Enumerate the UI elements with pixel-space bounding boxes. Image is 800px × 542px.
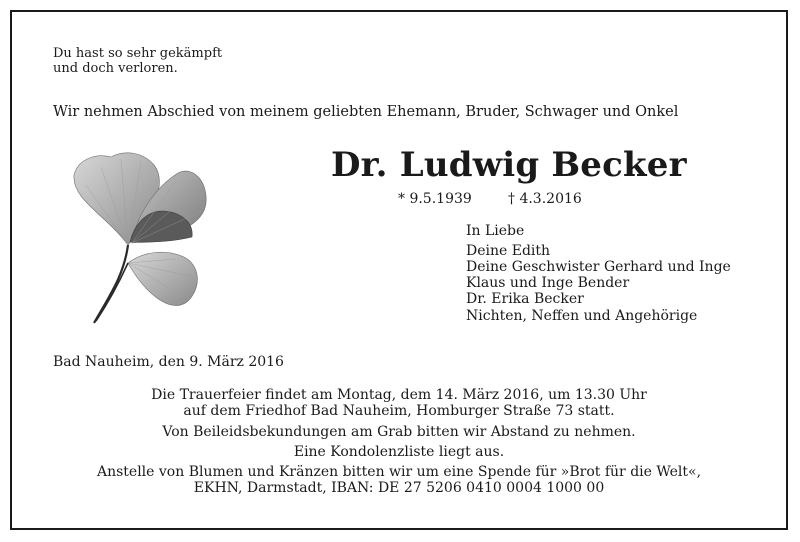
deceased-name: Dr. Ludwig Becker	[331, 145, 687, 185]
motto-line-1: Du hast so sehr gekämpft	[53, 46, 223, 61]
notice-line: Von Beileidsbekundungen am Grab bitten wir Abstand zu nehmen.	[162, 424, 636, 440]
mourner-line: Deine Geschwister Gerhard und Inge	[466, 259, 731, 275]
place-date: Bad Nauheim, den 9. März 2016	[53, 354, 284, 370]
notice-line: auf dem Friedhof Bad Nauheim, Homburger Straße 73 statt.	[183, 403, 615, 419]
ginkgo-leaf-icon	[66, 145, 216, 330]
notice-line: EKHN, Darmstadt, IBAN: DE 27 5206 0410 0004 1000 00	[193, 480, 605, 496]
notice-line: Die Trauerfeier findet am Montag, dem 14. März 2016, um 13.30 Uhr	[151, 387, 647, 403]
mourner-line: Nichten, Neffen und Angehörige	[466, 308, 698, 324]
birth-date: * 9.5.1939	[398, 191, 472, 207]
motto-line-2: und doch verloren.	[53, 61, 178, 76]
mourner-line: Klaus und Inge Bender	[466, 275, 630, 291]
mourner-line: In Liebe	[466, 223, 525, 239]
notice-line: Anstelle von Blumen und Kränzen bitten wir um eine Spende für »Brot für die Welt«,	[96, 464, 702, 480]
intro-text: Wir nehmen Abschied von meinem geliebten Ehemann, Bruder, Schwager und Onkel	[53, 104, 679, 120]
notice-line: Eine Kondolenzliste liegt aus.	[293, 444, 505, 460]
mourner-line: Dr. Erika Becker	[466, 291, 584, 307]
death-date: † 4.3.2016	[508, 191, 582, 207]
mourner-line: Deine Edith	[466, 243, 551, 259]
